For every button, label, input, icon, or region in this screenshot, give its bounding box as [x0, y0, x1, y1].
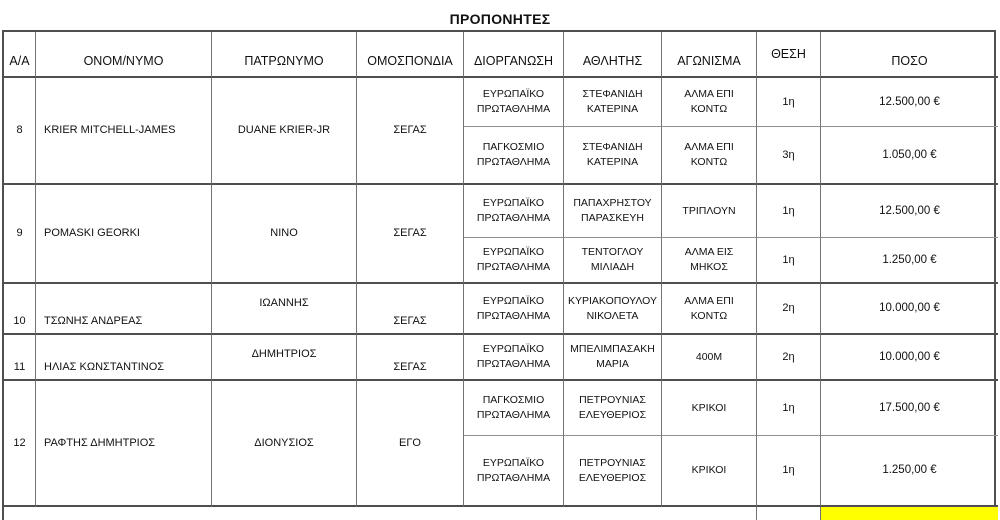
- cell-amount: 1.250,00 €: [821, 436, 998, 507]
- cell-discipline: ΚΡΙΚΟΙ: [662, 381, 757, 436]
- cell-federation: ΣΕΓΑΣ: [357, 78, 464, 185]
- header-cell-place: ΘΕΣΗ: [757, 32, 821, 78]
- cell-athlete: ΣΤΕΦΑΝΙΔΗ ΚΑΤΕΡΙΝΑ: [564, 78, 662, 127]
- cell-event: ΠΑΓΚΟΣΜΙΟ ΠΡΩΤΑΘΛΗΜΑ: [464, 127, 564, 185]
- cell-name: KRIER MITCHELL-JAMES: [36, 78, 212, 185]
- cell-place: 3η: [757, 127, 821, 185]
- cell-amount: 10.000,00 €: [821, 284, 998, 335]
- cell-patronym: DUANE KRIER-JR: [212, 78, 357, 185]
- cell-amount: 1.250,00 €: [821, 238, 998, 284]
- cell-aa: 8: [4, 78, 36, 185]
- cell-athlete: ΤΕΝΤΟΓΛΟΥ ΜΙΛΙΑΔΗ: [564, 238, 662, 284]
- cell-athlete: ΚΥΡΙΑΚΟΠΟΥΛΟΥ ΝΙΚΟΛΕΤΑ: [564, 284, 662, 335]
- cell-event: ΠΑΓΚΟΣΜΙΟ ΠΡΩΤΑΘΛΗΜΑ: [464, 381, 564, 436]
- cell-discipline: ΤΡΙΠΛΟΥΝ: [662, 185, 757, 238]
- cell-place: 1η: [757, 381, 821, 436]
- cell-federation: ΣΕΓΑΣ: [357, 284, 464, 335]
- footer-amount-cell-highlighted: [821, 507, 998, 520]
- cell-patronym: NINO: [212, 185, 357, 284]
- cell-aa: 10: [4, 284, 36, 335]
- cell-name: ΡΑΦΤΗΣ ΔΗΜΗΤΡΙΟΣ: [36, 381, 212, 507]
- cell-federation: ΕΓΟ: [357, 381, 464, 507]
- cell-athlete: ΠΕΤΡΟΥΝΙΑΣ ΕΛΕΥΘΕΡΙΟΣ: [564, 436, 662, 507]
- cell-amount: 10.000,00 €: [821, 335, 998, 381]
- footer-place-cell: [757, 507, 821, 520]
- header-cell-athlete: ΑΘΛΗΤΗΣ: [564, 32, 662, 78]
- cell-event: ΕΥΡΩΠΑΪΚΟ ΠΡΩΤΑΘΛΗΜΑ: [464, 284, 564, 335]
- page-title: ΠΡΟΠΟΝΗΤΕΣ: [449, 11, 551, 27]
- cell-patronym: ΔΗΜΗΤΡΙΟΣ: [212, 335, 357, 381]
- cell-discipline: ΑΛΜΑ ΕΠΙ ΚΟΝΤΩ: [662, 127, 757, 185]
- cell-federation: ΣΕΓΑΣ: [357, 335, 464, 381]
- cell-patronym: ΙΩΑΝΝΗΣ: [212, 284, 357, 335]
- cell-place: 2η: [757, 335, 821, 381]
- cell-discipline: ΑΛΜΑ ΕΠΙ ΚΟΝΤΩ: [662, 78, 757, 127]
- cell-event: ΕΥΡΩΠΑΪΚΟ ΠΡΩΤΑΘΛΗΜΑ: [464, 238, 564, 284]
- cell-athlete: ΠΑΠΑΧΡΗΣΤΟΥ ΠΑΡΑΣΚΕΥΗ: [564, 185, 662, 238]
- header-cell-discipline: ΑΓΩΝΙΣΜΑ: [662, 32, 757, 78]
- cell-event: ΕΥΡΩΠΑΪΚΟ ΠΡΩΤΑΘΛΗΜΑ: [464, 436, 564, 507]
- cell-athlete: ΣΤΕΦΑΝΙΔΗ ΚΑΤΕΡΙΝΑ: [564, 127, 662, 185]
- footer-spacer-cell: [4, 507, 757, 520]
- header-cell-amount: ΠΟΣΟ: [821, 32, 998, 78]
- cell-aa: 11: [4, 335, 36, 381]
- cell-event: ΕΥΡΩΠΑΪΚΟ ΠΡΩΤΑΘΛΗΜΑ: [464, 335, 564, 381]
- cell-discipline: ΚΡΙΚΟΙ: [662, 436, 757, 507]
- header-cell-event: ΔΙΟΡΓΑΝΩΣΗ: [464, 32, 564, 78]
- cell-amount: 12.500,00 €: [821, 185, 998, 238]
- cell-place: 1η: [757, 436, 821, 507]
- cell-athlete: ΠΕΤΡΟΥΝΙΑΣ ΕΛΕΥΘΕΡΙΟΣ: [564, 381, 662, 436]
- cell-aa: 12: [4, 381, 36, 507]
- cell-discipline: ΑΛΜΑ ΕΙΣ ΜΗΚΟΣ: [662, 238, 757, 284]
- cell-federation: ΣΕΓΑΣ: [357, 185, 464, 284]
- cell-name: POMASKI GEORKI: [36, 185, 212, 284]
- header-cell-name: ΟΝΟΜ/ΝΥΜΟ: [36, 32, 212, 78]
- header-cell-patronym: ΠΑΤΡΩΝΥΜΟ: [212, 32, 357, 78]
- cell-athlete: ΜΠΕΛΙΜΠΑΣΑΚΗ ΜΑΡΙΑ: [564, 335, 662, 381]
- cell-place: 1η: [757, 185, 821, 238]
- header-cell-federation: ΟΜΟΣΠΟΝΔΙΑ: [357, 32, 464, 78]
- cell-amount: 1.050,00 €: [821, 127, 998, 185]
- cell-name: ΗΛΙΑΣ ΚΩΝΣΤΑΝΤΙΝΟΣ: [36, 335, 212, 381]
- cell-amount: 12.500,00 €: [821, 78, 998, 127]
- cell-patronym: ΔΙΟΝΥΣΙΟΣ: [212, 381, 357, 507]
- coaches-table-wrap: [2, 30, 996, 520]
- cell-place: 1η: [757, 238, 821, 284]
- cell-event: ΕΥΡΩΠΑΪΚΟ ΠΡΩΤΑΘΛΗΜΑ: [464, 185, 564, 238]
- cell-discipline: ΑΛΜΑ ΕΠΙ ΚΟΝΤΩ: [662, 284, 757, 335]
- cell-event: ΕΥΡΩΠΑΪΚΟ ΠΡΩΤΑΘΛΗΜΑ: [464, 78, 564, 127]
- cell-place: 2η: [757, 284, 821, 335]
- cell-amount: 17.500,00 €: [821, 381, 998, 436]
- cell-discipline: 400Μ: [662, 335, 757, 381]
- coaches-table: [2, 30, 996, 520]
- header-cell-aa: Α/Α: [4, 32, 36, 78]
- cell-place: 1η: [757, 78, 821, 127]
- cell-name: ΤΣΩΝΗΣ ΑΝΔΡΕΑΣ: [36, 284, 212, 335]
- cell-aa: 9: [4, 185, 36, 284]
